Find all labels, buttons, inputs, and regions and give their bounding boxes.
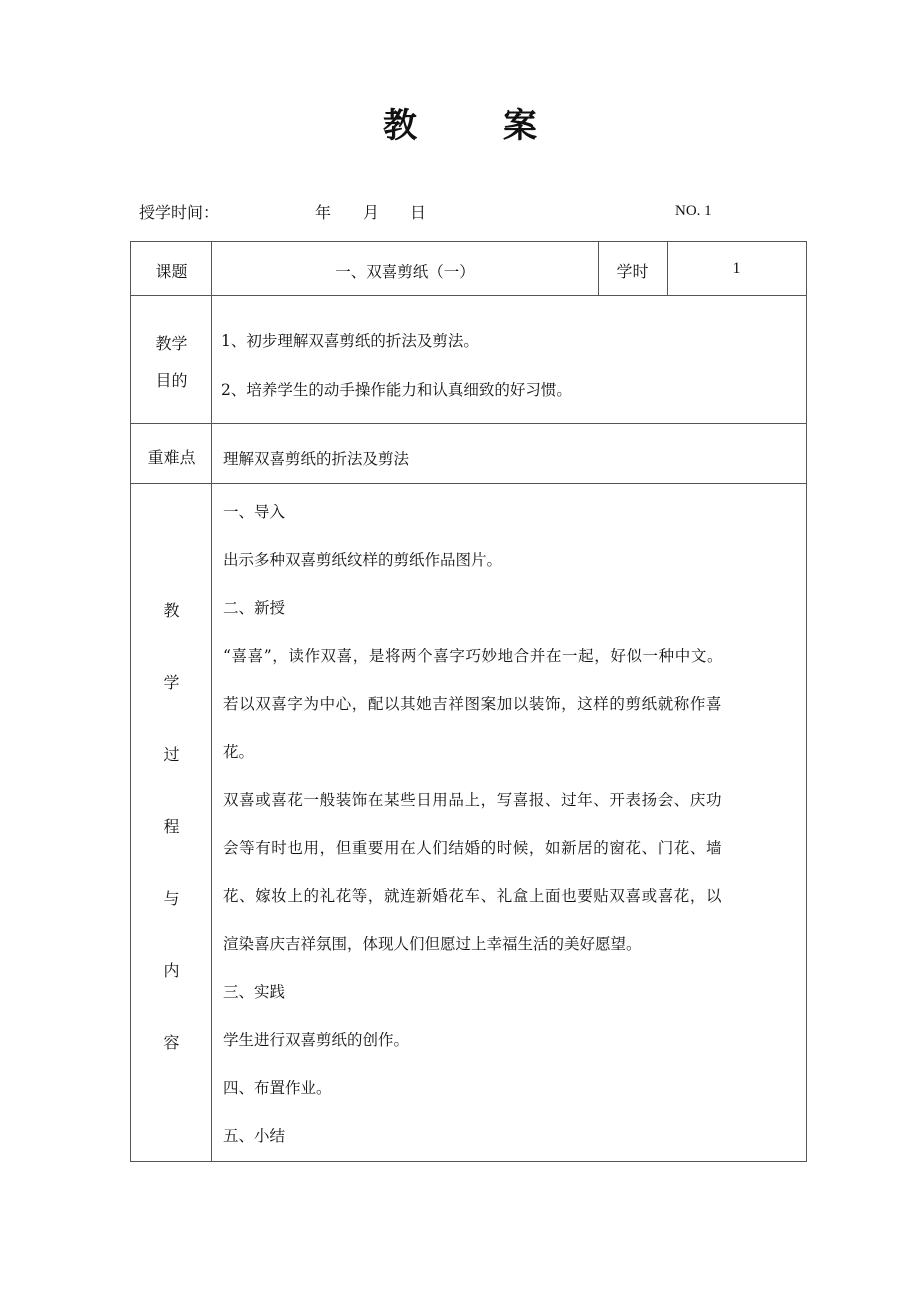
row-divider	[131, 483, 806, 484]
document-title	[0, 98, 920, 147]
objective-item: 2、培养学生的动手操作能力和认真细致的好习惯。	[221, 381, 572, 399]
process-heading-new: 二、新授	[223, 599, 286, 617]
topic-value: 一、双喜剪纸（一）	[335, 263, 475, 281]
title-char-2: 案	[503, 106, 537, 146]
process-label-char: 与	[163, 889, 180, 908]
row-divider	[131, 423, 806, 424]
process-label-char: 内	[163, 961, 180, 980]
process-line: 若以双喜字为中心，配以其她吉祥图案加以装饰，这样的剪纸就称作喜	[223, 695, 723, 713]
objectives-label-line-1: 教学	[155, 334, 188, 353]
process-heading-practice: 三、实践	[223, 983, 286, 1001]
hours-value: 1	[732, 260, 741, 277]
objectives-label-line-2: 目的	[155, 371, 188, 390]
process-heading-intro: 一、导入	[223, 503, 286, 521]
process-line: 渲染喜庆吉祥氛围，体现人们但愿过上幸福生活的美好愿望。	[223, 935, 642, 953]
process-label-char: 教	[163, 601, 180, 620]
topic-label: 课题	[155, 262, 188, 281]
lesson-plan-table	[130, 241, 807, 1162]
hours-label: 学时	[616, 262, 649, 281]
process-line: 花、嫁妆上的礼花等，就连新婚花车、礼盒上面也要贴双喜或喜花，以	[223, 887, 723, 905]
process-line: 出示多种双喜剪纸纹样的剪纸作品图片。	[223, 551, 503, 569]
process-line: 会等有时也用，但重要用在人们结婚的时候，如新居的窗花、门花、墙	[223, 839, 723, 857]
day-label: 日	[410, 203, 427, 222]
year-label: 年	[315, 203, 332, 222]
title-char-1: 教	[383, 106, 417, 146]
document-number: NO. 1	[675, 203, 712, 219]
process-label-char: 过	[163, 745, 180, 764]
process-heading-homework: 四、布置作业。	[223, 1079, 332, 1097]
process-label-char: 容	[163, 1033, 180, 1052]
process-line: 双喜或喜花一般装饰在某些日用品上，写喜报、过年、开表扬会、庆功	[223, 791, 723, 809]
month-label: 月	[363, 203, 380, 222]
process-label-char: 程	[163, 817, 180, 836]
process-label-char: 学	[163, 673, 180, 692]
row-divider	[131, 295, 806, 296]
process-heading-summary: 五、小结	[223, 1127, 286, 1145]
teaching-time-label: 授学时间：	[139, 203, 220, 222]
objective-item: 1、初步理解双喜剪纸的折法及剪法。	[221, 332, 479, 350]
process-line: “喜喜”，读作双喜，是将两个喜字巧妙地合并在一起，好似一种中文。	[223, 647, 724, 665]
key-points-value: 理解双喜剪纸的折法及剪法	[223, 450, 410, 468]
key-points-label: 重难点	[147, 448, 196, 467]
process-line: 花。	[223, 743, 255, 761]
process-line: 学生进行双喜剪纸的创作。	[223, 1031, 410, 1049]
